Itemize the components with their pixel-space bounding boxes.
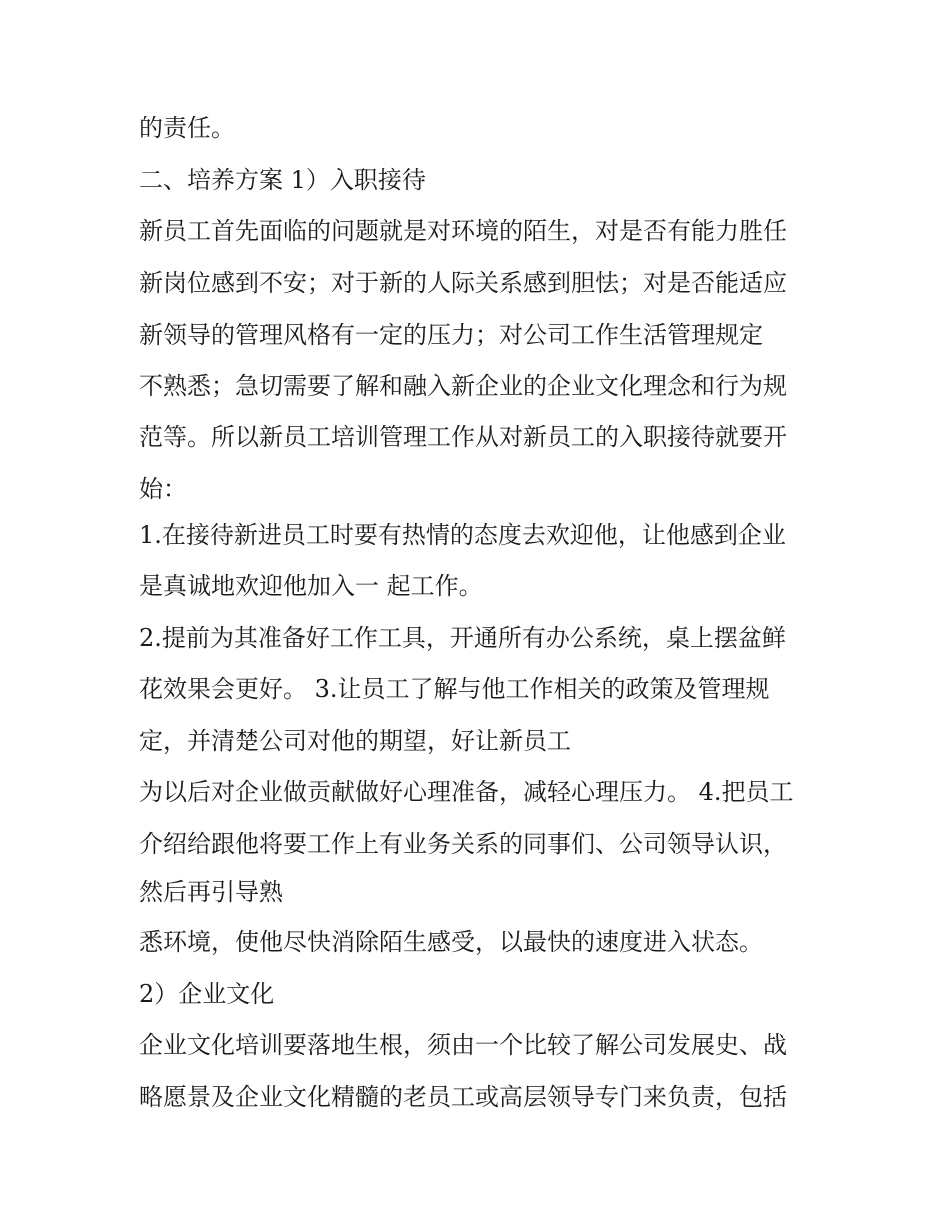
body-text-line: 的责任。: [139, 114, 235, 142]
body-text-line: 企业文化培训要落地生根，须由一个比较了解公司发展史、战: [139, 1031, 787, 1059]
body-text-line: 新领导的管理风格有一定的压力；对公司工作生活管理规定: [139, 321, 763, 349]
body-text-line: 新岗位感到不安；对于新的人际关系感到胆怯；对是否能适应: [139, 269, 787, 297]
list-item-line: 2.提前为其准备好工作工具，开通所有办公系统，桌上摆盆鲜: [139, 624, 786, 652]
list-item-line: 花效果会更好。 3.让员工了解与他工作相关的政策及管理规: [139, 675, 770, 703]
list-item-line: 为以后对企业做贡献做好心理准备，减轻心理压力。 4.把员工: [139, 778, 794, 806]
body-text-line: 新员工首先面临的问题就是对环境的陌生，对是否有能力胜任: [139, 217, 787, 245]
list-item-line: 悉环境，使他尽快消除陌生感受，以最快的速度进入状态。: [139, 928, 763, 956]
body-text-line: 略愿景及企业文化精髓的老员工或高层领导专门来负责，包括: [139, 1083, 787, 1111]
body-text-line: 不熟悉；急切需要了解和融入新企业的企业文化理念和行为规: [139, 372, 787, 400]
list-item-line: 是真诚地欢迎他加入一 起工作。: [139, 572, 483, 600]
list-item-line: 然后再引导熟: [139, 878, 283, 906]
section-heading: 二、培养方案 1）入职接待: [139, 166, 426, 194]
body-text-line: 始：: [139, 475, 187, 503]
list-item-line: 介绍给跟他将要工作上有业务关系的同事们、公司领导认识，: [139, 830, 787, 858]
list-item-line: 定，并清楚公司对他的期望，好让新员工: [139, 727, 571, 755]
section-heading: 2）企业文化: [139, 980, 275, 1008]
list-item-line: 1.在接待新进员工时要有热情的态度去欢迎他，让他感到企业: [139, 521, 786, 549]
body-text-line: 范等。所以新员工培训管理工作从对新员工的入职接待就要开: [139, 423, 787, 451]
